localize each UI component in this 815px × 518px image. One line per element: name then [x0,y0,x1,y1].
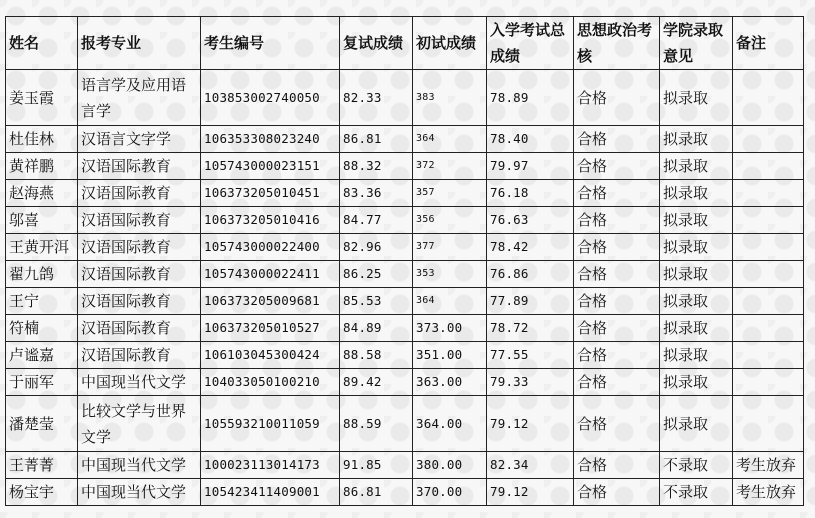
header-initial: 初试成绩 [413,17,487,70]
table-row [6,153,804,180]
table-row [6,207,804,234]
cell-name: 邬喜 [6,207,78,234]
cell-decision: 不录取 [660,452,733,479]
cell-name: 王宁 [6,288,78,315]
cell-name: 杜佳林 [6,126,78,153]
cell-exam-no: 100023113014173 [201,452,340,479]
cell-name: 姜玉霞 [6,70,78,126]
cell-major: 语言学及应用语言学 [78,70,201,126]
table-row [6,369,804,396]
cell-retest: 88.59 [340,396,413,452]
table-row [6,180,804,207]
cell-retest: 91.85 [340,452,413,479]
cell-decision: 拟录取 [660,180,733,207]
header-total: 入学考试总成绩 [487,17,574,70]
cell-decision: 拟录取 [660,153,733,180]
table-row [6,261,804,288]
cell-name: 翟九鸽 [6,261,78,288]
cell-total: 79.12 [487,396,574,452]
cell-decision: 拟录取 [660,207,733,234]
cell-name: 符楠 [6,315,78,342]
cell-retest: 86.81 [340,479,413,506]
cell-decision: 不录取 [660,479,733,506]
cell-name: 潘楚莹 [6,396,78,452]
cell-major: 比较文学与世界文学 [78,396,201,452]
cell-name: 杨宝宇 [6,479,78,506]
cell-politics: 合格 [574,315,660,342]
cell-initial: 373.00 [413,315,487,342]
header-name: 姓名 [6,17,78,70]
cell-decision: 拟录取 [660,261,733,288]
cell-major: 汉语国际教育 [78,153,201,180]
cell-politics: 合格 [574,153,660,180]
cell-total: 79.97 [487,153,574,180]
cell-exam-no: 105593210011059 [201,396,340,452]
cell-exam-no: 105743000022400 [201,234,340,261]
header-politics: 思想政治考核 [574,17,660,70]
cell-decision: 拟录取 [660,288,733,315]
cell-exam-no: 106373205010527 [201,315,340,342]
cell-politics: 合格 [574,207,660,234]
table-row [6,342,804,369]
cell-total: 79.33 [487,369,574,396]
cell-politics: 合格 [574,180,660,207]
cell-major: 汉语国际教育 [78,288,201,315]
header-remarks: 备注 [733,17,804,70]
table-body [6,70,804,506]
cell-total: 78.72 [487,315,574,342]
header-major: 报考专业 [78,17,201,70]
cell-initial: 380.00 [413,452,487,479]
table-row [6,315,804,342]
cell-exam-no: 104033050100210 [201,369,340,396]
cell-remarks [733,153,804,180]
cell-retest: 82.96 [340,234,413,261]
header-exam-no: 考生编号 [201,17,340,70]
cell-remarks [733,207,804,234]
cell-initial: 353 [413,261,487,288]
cell-politics: 合格 [574,396,660,452]
cell-remarks [733,180,804,207]
cell-retest: 88.32 [340,153,413,180]
cell-initial: 364 [413,126,487,153]
cell-exam-no: 106373205009681 [201,288,340,315]
cell-major: 汉语国际教育 [78,261,201,288]
cell-remarks: 考生放弃 [733,452,804,479]
cell-retest: 82.33 [340,70,413,126]
cell-total: 77.89 [487,288,574,315]
cell-total: 78.40 [487,126,574,153]
cell-politics: 合格 [574,234,660,261]
cell-exam-no: 105423411409001 [201,479,340,506]
cell-decision: 拟录取 [660,70,733,126]
cell-politics: 合格 [574,342,660,369]
cell-decision: 拟录取 [660,342,733,369]
header-retest: 复试成绩 [340,17,413,70]
cell-remarks [733,288,804,315]
cell-total: 79.12 [487,479,574,506]
cell-remarks [733,70,804,126]
cell-total: 78.89 [487,70,574,126]
cell-total: 78.42 [487,234,574,261]
table-row [6,234,804,261]
table-row [6,70,804,126]
cell-exam-no: 106353308023240 [201,126,340,153]
header-decision: 学院录取意见 [660,17,733,70]
cell-remarks [733,126,804,153]
cell-retest: 83.36 [340,180,413,207]
cell-initial: 357 [413,180,487,207]
cell-major: 汉语言文字学 [78,126,201,153]
cell-politics: 合格 [574,70,660,126]
cell-initial: 364 [413,288,487,315]
table-row [6,126,804,153]
cell-decision: 拟录取 [660,396,733,452]
cell-remarks: 考生放弃 [733,479,804,506]
cell-major: 中国现当代文学 [78,369,201,396]
cell-exam-no: 106103045300424 [201,342,340,369]
cell-politics: 合格 [574,288,660,315]
cell-exam-no: 105743000023151 [201,153,340,180]
cell-total: 82.34 [487,452,574,479]
cell-decision: 拟录取 [660,315,733,342]
cell-remarks [733,369,804,396]
cell-major: 汉语国际教育 [78,207,201,234]
cell-politics: 合格 [574,369,660,396]
cell-retest: 85.53 [340,288,413,315]
cell-major: 汉语国际教育 [78,180,201,207]
cell-remarks [733,234,804,261]
cell-retest: 89.42 [340,369,413,396]
cell-remarks [733,396,804,452]
cell-name: 卢谧嘉 [6,342,78,369]
cell-major: 中国现当代文学 [78,479,201,506]
cell-initial: 363.00 [413,369,487,396]
cell-name: 王菁菁 [6,452,78,479]
table-row [6,396,804,452]
cell-total: 76.86 [487,261,574,288]
cell-initial: 370.00 [413,479,487,506]
cell-name: 赵海燕 [6,180,78,207]
cell-initial: 351.00 [413,342,487,369]
cell-total: 76.63 [487,207,574,234]
cell-name: 黄祥鹏 [6,153,78,180]
cell-retest: 86.81 [340,126,413,153]
cell-major: 汉语国际教育 [78,342,201,369]
cell-name: 于丽军 [6,369,78,396]
cell-decision: 拟录取 [660,126,733,153]
cell-retest: 88.58 [340,342,413,369]
cell-exam-no: 106373205010416 [201,207,340,234]
cell-exam-no: 105743000022411 [201,261,340,288]
cell-total: 77.55 [487,342,574,369]
cell-politics: 合格 [574,126,660,153]
cell-remarks [733,342,804,369]
table-row [6,452,804,479]
cell-remarks [733,261,804,288]
cell-initial: 364.00 [413,396,487,452]
cell-retest: 86.25 [340,261,413,288]
cell-decision: 拟录取 [660,234,733,261]
table-row [6,288,804,315]
cell-exam-no: 103853002740050 [201,70,340,126]
cell-name: 王黄开洱 [6,234,78,261]
cell-remarks [733,315,804,342]
cell-major: 汉语国际教育 [78,315,201,342]
cell-retest: 84.77 [340,207,413,234]
cell-initial: 356 [413,207,487,234]
cell-politics: 合格 [574,261,660,288]
cell-initial: 372 [413,153,487,180]
cell-decision: 拟录取 [660,369,733,396]
cell-initial: 377 [413,234,487,261]
cell-initial: 383 [413,70,487,126]
table-row [6,479,804,506]
cell-exam-no: 106373205010451 [201,180,340,207]
header-row [6,17,804,70]
cell-major: 汉语国际教育 [78,234,201,261]
admission-table [5,16,804,506]
cell-total: 76.18 [487,180,574,207]
cell-major: 中国现当代文学 [78,452,201,479]
cell-retest: 84.89 [340,315,413,342]
cell-politics: 合格 [574,479,660,506]
cell-politics: 合格 [574,452,660,479]
